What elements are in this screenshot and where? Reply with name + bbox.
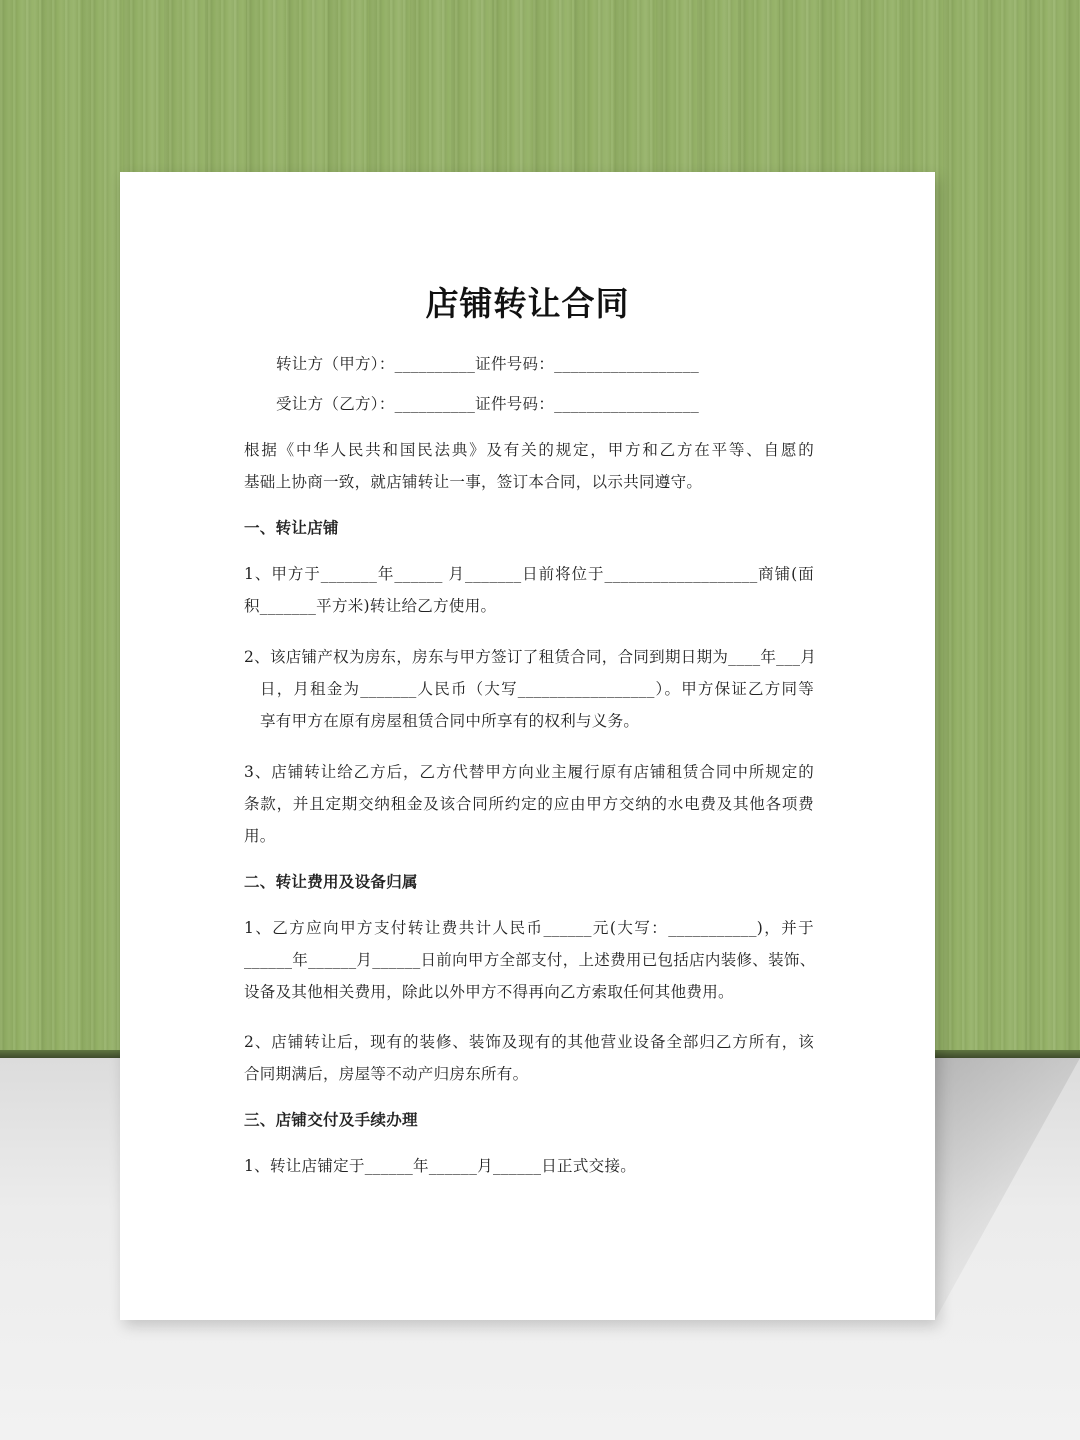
section-2-heading: 二、转让费用及设备归属 <box>244 873 418 891</box>
preamble-line-1: 根据《中华人民共和国民法典》及有关的规定，甲方和乙方在平等、自愿的 <box>244 441 814 459</box>
section-3-heading: 三、店铺交付及手续办理 <box>244 1111 418 1129</box>
section-1-clause-2-line-3: 享有甲方在原有房屋租赁合同中所享有的权利与义务。 <box>260 712 640 730</box>
section-2-clause-1-line-1: 1、乙方应向甲方支付转让费共计人民币______元(大写：___________)，并于 <box>244 919 814 937</box>
section-1-clause-1-line-2: 积_______平方米)转让给乙方使用。 <box>244 597 497 615</box>
preamble-line-2: 基础上协商一致，就店铺转让一事，签订本合同，以示共同遵守。 <box>244 473 703 491</box>
transferor-line: 转让方（甲方）：__________证件号码：__________________ <box>276 355 700 373</box>
section-1-clause-2-line-1: 2、该店铺产权为房东，房东与甲方签订了租赁合同，合同到期日期为____年___月 <box>244 648 817 666</box>
section-1-clause-3-line-2: 条款，并且定期交纳租金及该合同所约定的应由甲方交纳的水电费及其他各项费 <box>244 795 814 813</box>
contract-paper <box>120 172 935 1320</box>
section-3-clause-1-line-1: 1、转让店铺定于______年______月______日正式交接。 <box>244 1157 637 1175</box>
transferee-line: 受让方（乙方）：__________证件号码：__________________ <box>276 395 700 413</box>
section-1-clause-1-line-1: 1、甲方于_______年______ 月_______日前将位于___________________商铺(面 <box>244 565 814 583</box>
contract-title: 店铺转让合同 <box>425 284 630 323</box>
section-2-clause-2-line-2: 合同期满后，房屋等不动产归房东所有。 <box>244 1065 529 1083</box>
section-1-heading: 一、转让店铺 <box>244 519 339 537</box>
section-2-clause-2-line-1: 2、店铺转让后，现有的装修、装饰及现有的其他营业设备全部归乙方所有，该 <box>244 1033 814 1051</box>
section-2-clause-1-line-3: 设备及其他相关费用，除此以外甲方不得再向乙方索取任何其他费用。 <box>244 983 734 1001</box>
section-1-clause-3-line-1: 3、店铺转让给乙方后，乙方代替甲方向业主履行原有店铺租赁合同中所规定的 <box>244 763 814 781</box>
section-1-clause-2-line-2: 日，月租金为_______人民币（大写_________________）。甲方保证乙方同等 <box>260 680 814 698</box>
section-2-clause-1-line-2: ______年______月______日前向甲方全部支付，上述费用已包括店内装修、装饰、 <box>244 951 816 969</box>
section-1-clause-3-line-3: 用。 <box>244 827 276 845</box>
